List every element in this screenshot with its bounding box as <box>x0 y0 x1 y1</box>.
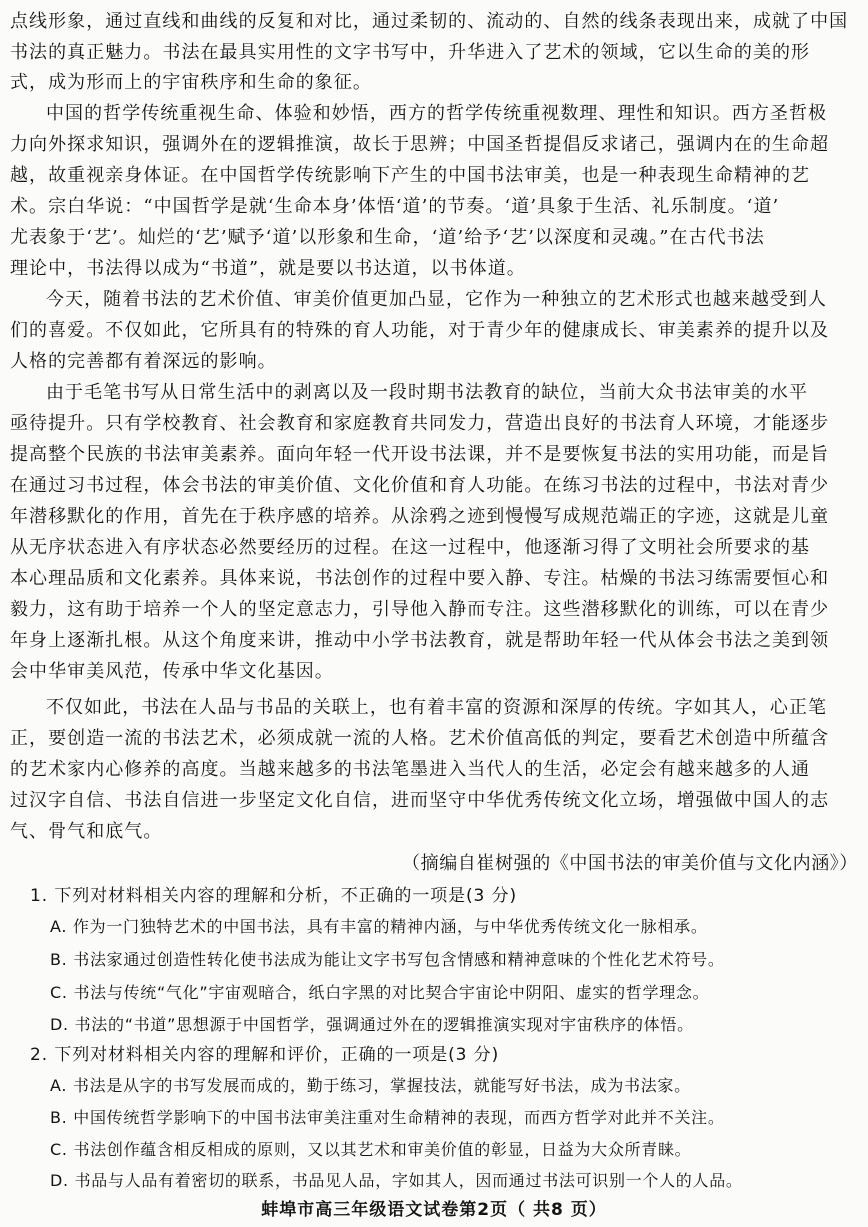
option-c: C. 书法创作蕴含相反相成的原则，又以其艺术和审美价值的彰显，日益为大众所青睐。 <box>50 1140 692 1159</box>
text-line: 不仅如此，书法在人品与书品的关联上，也有着丰富的资源和深厚的传统。字如其人，心正笔 <box>46 697 828 718</box>
text-line: 气、骨气和底气。 <box>10 821 163 842</box>
question-stem: 1. 下列对材料相关内容的理解和分析，不正确的一项是(3 分) <box>30 886 518 906</box>
option-d: D. 书法的“书道”思想源于中国哲学，强调通过外在的逻辑推演实现对宇宙秩序的体悟。 <box>50 1015 694 1034</box>
article-source: （摘编自崔树强的《中国书法的审美价值与文化内涵》） <box>402 853 858 874</box>
text-line: 在通过习书过程，体会书法的审美价值、文化价值和育人功能。在练习书法的过程中，书法对青少 <box>10 475 830 496</box>
text-line: 力向外探求知识，强调外在的逻辑推演，故长于思辨；中国圣哲提倡反求诸己，强调内在的生命超 <box>10 134 830 155</box>
option-b: B. 书法家通过创造性转化使书法成为能让文字书写包含情感和精神意味的个性化艺术符号。 <box>50 950 725 969</box>
option-d: D. 书品与人品有着密切的联系，书品见人品，字如其人，因而通过书法可识别一个人的人品。 <box>50 1171 743 1190</box>
text-line: 会中华审美风范，传承中华文化基因。 <box>10 661 334 682</box>
text-line: 术。宗白华说：“中国哲学是就‘生命本身’体悟‘道’的节奏。‘道’具象于生活、礼乐制度。‘道’ <box>10 196 780 217</box>
text-line: 提高整个民族的书法审美素养。面向年轻一代开设书法课，并不是要恢复书法的实用功能，而是旨 <box>10 444 830 465</box>
text-line: 点线形象，通过直线和曲线的反复和对比，通过柔韧的、流动的、自然的线条表现出来，成就了中国 <box>10 11 849 32</box>
option-c: C. 书法与传统“气化”宇宙观暗合，纸白字黑的对比契合宇宙论中阴阳、虚实的哲学理念。 <box>50 983 710 1002</box>
text-line: 本心理品质和文化素养。具体来说，书法创作的过程中要入静、专注。枯燥的书法习练需要恒心和 <box>10 568 830 589</box>
question-stem: 2. 下列对材料相关内容的理解和评价，正确的一项是(3 分) <box>30 1045 500 1065</box>
text-line: 尤表象于‘艺’。灿烂的‘艺’赋予‘道’以形象和生命，‘道’给予‘艺’以深度和灵魂。”在古代书法 <box>10 227 765 248</box>
text-line: 的艺术家内心修养的高度。当越来越多的书法笔墨进入当代人的生活，必定会有越来越多的人通 <box>10 759 811 780</box>
text-line: 们的喜爱。不仅如此，它所具有的特殊的育人功能，对于青少年的健康成长、审美素养的提升以及 <box>10 320 830 341</box>
text-line: 毅力，这有助于培养一个人的坚定意志力，引导他入静而专注。这些潜移默化的训练，可以在青少 <box>10 599 830 620</box>
text-line: 人格的完善都有着深远的影响。 <box>10 351 277 372</box>
option-b: B. 中国传统哲学影响下的中国书法审美注重对生命精神的表现，而西方哲学对此并不关注。 <box>50 1108 725 1127</box>
text-line: 理论中，书法得以成为“书道”，就是要以书达道，以书体道。 <box>10 258 526 279</box>
text-line: 亟待提升。只有学校教育、社会教育和家庭教育共同发力，营造出良好的书法育人环境，才能逐步 <box>10 413 830 434</box>
option-a: A. 作为一门独特艺术的中国书法，具有丰富的精神内涵，与中华优秀传统文化一脉相承。 <box>50 917 708 936</box>
option-a: A. 书法是从字的书写发展而成的，勤于练习，掌握技法，就能写好书法，成为书法家。 <box>50 1076 691 1095</box>
text-line: 从无序状态进入有序状态必然要经历的过程。在这一过程中，他逐渐习得了文明社会所要求的基 <box>10 537 811 558</box>
text-line: 式，成为形而上的宇宙秩序和生命的象征。 <box>10 72 372 93</box>
text-line: 正，要创造一流的书法艺术，必须成就一流的人格。艺术价值高低的判定，要看艺术创造中所蕴含 <box>10 728 830 749</box>
text-line: 书法的真正魅力。书法在最具实用性的文字书写中，升华进入了艺术的领域，它以生命的美的形 <box>10 42 811 63</box>
text-line: 越，故重视亲身体证。在中国哲学传统影响下产生的中国书法审美，也是一种表现生命精神的艺 <box>10 165 811 186</box>
text-line: 中国的哲学传统重视生命、体验和妙悟，西方的哲学传统重视数理、理性和知识。西方圣哲极 <box>46 103 828 124</box>
text-line: 过汉字自信、书法自信进一步坚定文化自信，进而坚守中华优秀传统文化立场，增强做中国人的志 <box>10 790 830 811</box>
text-line: 由于毛笔书写从日常生活中的剥离以及一段时期书法教育的缺位，当前大众书法审美的水平 <box>46 382 808 403</box>
text-line: 年潜移默化的作用，首先在于秩序感的培养。从涂鸦之迹到慢慢写成规范端正的字迹，这就是儿童 <box>10 506 830 527</box>
page-footer: 蚌埠市高三年级语文试卷第2页（ 共8 页） <box>261 1200 607 1220</box>
text-line: 今天，随着书法的艺术价值、审美价值更加凸显，它作为一种独立的艺术形式也越来越受到人 <box>46 289 828 310</box>
text-line: 年身上逐渐扎根。从这个角度来讲，推动中小学书法教育，就是帮助年轻一代从体会书法之美到领 <box>10 630 830 651</box>
